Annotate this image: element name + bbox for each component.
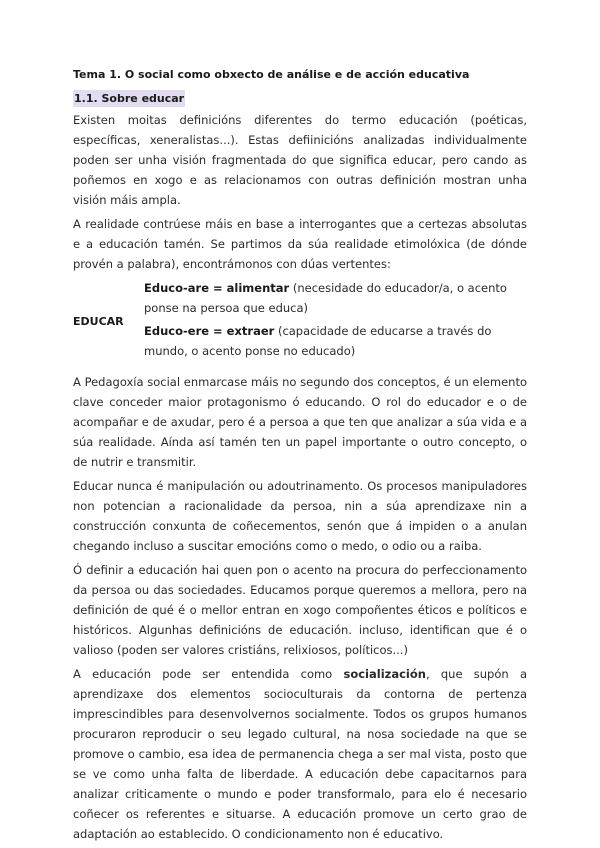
definition-term-alimentar: Educo-are = alimentar [144, 281, 290, 295]
paragraph-2: A realidade contrúese máis en base a interrogantes que a certezas absolutas e a educación tamén. Se partimos da súa realidade etimolóxica (de dónde provén a palabra), encontrámonos con dúas vertentes: [73, 217, 527, 271]
definition-text-alimentar: (necesidade do educador/a, o acento ponse na persoa que educa) [144, 281, 507, 315]
educar-label: EDUCAR [73, 314, 124, 328]
educar-definitions-block [73, 278, 527, 364]
paragraph-5: Ó definir a educación hai quen pon o acento na procura do perfeccionamento da persoa ou das sociedades. Educamos porque queremos a mellora, pero na definición de qué é o mellor entran en xogo compoñentes éticos e políticos e históricos. Algunhas definicións de educación. incluso, identifican que é o valioso (poden ser valores cristiáns, relixiosos, políticos...) [73, 563, 527, 657]
paragraph-6-end: , que supón a aprendizaxe dos elementos socioculturais da contorna de pertenza imprescindibles para desenvolvernos socialmente. Todos os grupos humanos procuraron reproducir o seu legado cultural, na nosa sociedade na que se promove o cambio, esa idea de permanencia chega a ser mal vista, posto que se ve como unha falta de liberdade. A educación debe capacitarnos para analizar criticamente o mundo e poder transformalo, para elo é necesario coñecer os referentes e situarse. A educación promove un certo grao de adaptación ao establecido. O condicionamento non é educativo. [73, 667, 527, 841]
educar-definition-alimentar [144, 278, 527, 318]
paragraph-6 [73, 664, 527, 844]
educar-definition-extraer [144, 321, 527, 361]
definition-text-extraer: (capacidade de educarse a través do mundo, o acento ponse no educado) [144, 324, 492, 358]
document-title: Tema 1. O social como obxecto de análise e de acción educativa [73, 68, 470, 81]
paragraph-1: Existen moitas definicións diferentes do termo educación (poéticas, específicas, xeneralistas...). Estas defiinicións analizadas individualmente poden ser unha visión fragmentada do que significa educar, pero cando as poñemos en xogo e as relacionamos con outras definición mostran unha visión máis ampla. [73, 113, 527, 207]
section-heading: 1.1. Sobre educar [74, 92, 185, 105]
socializacion-term: socialización [343, 667, 426, 681]
educar-definitions-list [144, 278, 527, 364]
paragraph-6-start: A educación pode ser entendida como [73, 667, 344, 681]
paragraph-4: Educar nunca é manipulación ou adoutrinamento. Os procesos manipuladores non potencian a racionalidade da persoa, nin a súa aprendizaxe nin a construcción conxunta de coñecementos, senón que á impiden o a anulan chegando incluso a suscitar emocións como o medo, o odio ou a raiba. [73, 479, 527, 553]
definition-term-extraer: Educo-ere = extraer [144, 324, 275, 338]
paragraph-3: A Pedagoxía social enmarcase máis no segundo dos conceptos, é un elemento clave conceder maior protagonismo ó educando. O rol do educador e o de acompañar e de axudar, pero é a persoa a que ten que analizar a súa vida e a súa realidade. Aínda así tamén ten un papel importante o outro concepto, o de nutrir e transmitir. [73, 375, 527, 469]
